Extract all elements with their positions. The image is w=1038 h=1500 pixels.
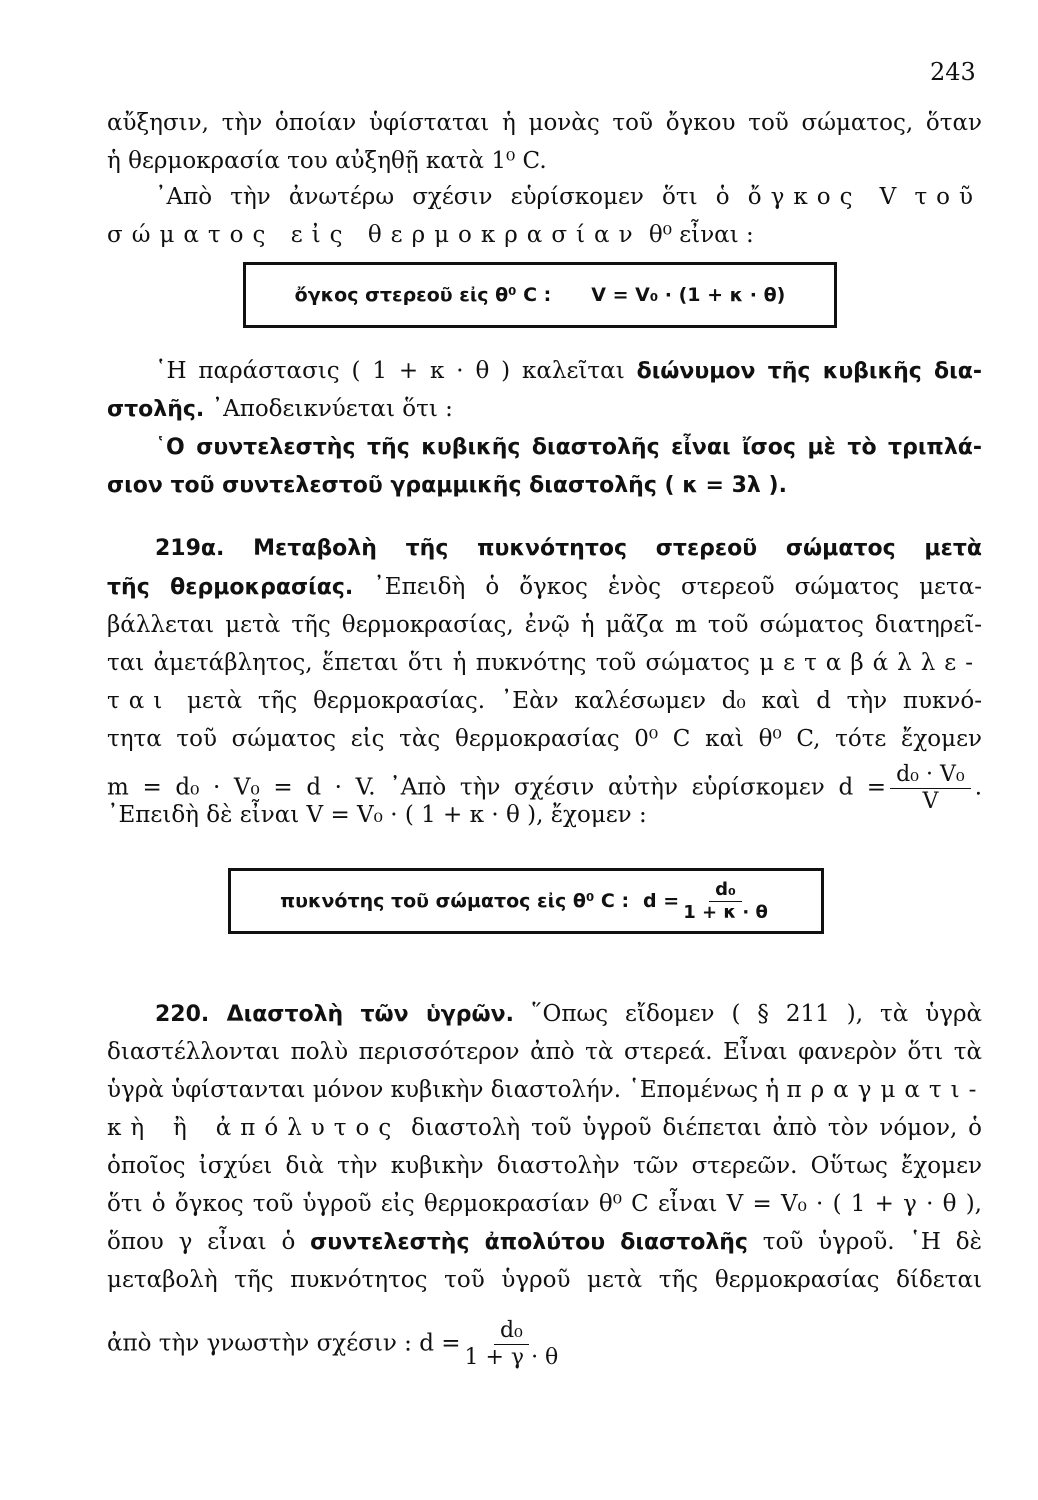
fraction-denominator: 1 + γ · θ <box>464 1345 559 1370</box>
spaced-emphasis-text: κὴ ἢ ἀπόλυτος <box>107 1115 401 1141</box>
text-line <box>107 182 982 212</box>
text-segment: τητα τοῦ σώματος εἰς τὰς θερμοκρασίας 0⁰ C καὶ θ⁰ C, τότε ἔχομεν <box>107 726 982 752</box>
text-segment: αὔξησιν, τὴν ὁποίαν ὑφίσταται ἡ μονὰς τοῦ ὄγκου τοῦ σώματος, ὅταν <box>107 110 982 136</box>
text-segment: ᾿Απὸ τὴν ἀνωτέρω σχέσιν εὑρίσκομεν ὅτι ὁ <box>155 184 748 210</box>
text-segment: ἡ θερμοκρασία του αὐξηθῇ κατὰ 1⁰ C. <box>107 148 547 174</box>
bold-text: σιον τοῦ συντελεστοῦ γραμμικῆς διαστολῆς ( κ = 3λ ). <box>107 473 787 498</box>
text-line <box>107 686 982 716</box>
bold-text: συντελεστὴς ἀπολύτου διαστολῆς <box>310 1230 748 1255</box>
formula-label: ὄγκος στερεοῦ εἰς θ⁰ C : <box>294 284 552 306</box>
text-line <box>107 220 982 250</box>
spaced-emphasis-text: μεταβάλλε- <box>759 650 982 676</box>
text-segment: ἀπὸ τὴν γνωστὴν σχέσιν : d = <box>107 1330 461 1357</box>
formula-box-solid-volume <box>243 262 837 328</box>
bold-text: 220. Διαστολὴ τῶν ὑγρῶν. <box>155 1002 515 1027</box>
text-segment: τοῦ ὑγροῦ. ῾Η δὲ <box>747 1229 982 1255</box>
spaced-emphasis-text: ὄγκος <box>747 184 862 210</box>
fraction <box>465 1318 559 1371</box>
formula-expression: V = V₀ · (1 + κ · θ) <box>591 284 786 306</box>
text-segment: ῾Η παράστασις ( 1 + κ · θ ) καλεῖται <box>155 358 637 384</box>
text-segment: διαστολὴ τοῦ ὑγροῦ διέπεται ἀπὸ τὸν νόμον, ὁ <box>400 1115 982 1141</box>
text-line <box>107 724 982 754</box>
text-segment: ται ἀμετάβλητος, ἕπεται ὅτι ἡ πυκνότης τοῦ σώματος <box>107 650 760 676</box>
text-segment: . <box>974 774 982 801</box>
text-line <box>107 108 982 138</box>
spaced-emphasis-text: σώματος εἰς θερμοκρασίαν <box>107 222 642 248</box>
text-line <box>107 1151 982 1181</box>
bold-text: τῆς θερμοκρασίας. <box>107 575 354 600</box>
text-segment: ῞Οπως εἴδομεν ( § 211 ), τὰ ὑγρὰ <box>514 1001 983 1027</box>
text-line <box>107 1037 982 1067</box>
text-line <box>107 800 982 830</box>
text-line <box>107 648 982 678</box>
text-segment: ὅτι ὁ ὄγκος τοῦ ὑγροῦ εἰς θερμοκρασίαν θ⁰ C εἶναι V = V₀ · ( 1 + γ · θ ), <box>107 1191 982 1217</box>
text-line <box>107 470 982 501</box>
fraction-numerator: d₀ <box>709 879 742 902</box>
text-line <box>107 1113 982 1143</box>
text-segment: ᾿Αποδεικνύεται ὅτι : <box>204 396 453 422</box>
text-segment: V <box>861 184 915 210</box>
text-segment: ὅπου γ εἶναι ὁ <box>107 1229 311 1255</box>
text-line <box>107 432 982 463</box>
text-line <box>107 1265 982 1295</box>
text-line <box>107 572 982 603</box>
text-line <box>107 610 982 640</box>
text-segment: ᾿Επειδὴ ὁ ὄγκος ἑνὸς στερεοῦ σώματος μετα- <box>353 574 983 600</box>
bold-text: 219α. Μεταβολὴ τῆς πυκνότητος στερεοῦ σώματος μετὰ <box>155 536 982 561</box>
text-segment: m = d₀ · V₀ = d · V. ᾿Απὸ τὴν σχέσιν αὐτὴν εὑρίσκομεν d = <box>107 774 887 801</box>
text-line <box>107 1227 982 1258</box>
spaced-emphasis-text: ται <box>107 688 172 714</box>
text-segment: διαστέλλονται πολὺ περισσότερον ἀπὸ τὰ στερεά. Εἶναι φανερὸν ὅτι τὰ <box>107 1039 982 1065</box>
spaced-emphasis-text: τοῦ <box>914 184 982 210</box>
fraction-denominator: V <box>922 789 939 814</box>
text-segment: ὁποῖος ἰσχύει διὰ τὴν κυβικὴν διαστολὴν τῶν στερεῶν. Οὕτως ἔχομεν <box>107 1153 982 1179</box>
text-segment: ᾿Επειδὴ δὲ εἶναι V = V₀ · ( 1 + κ · θ ), ἔχομεν : <box>107 802 647 828</box>
text-segment: βάλλεται μετὰ τῆς θερμοκρασίας, ἐνῷ ἡ μᾶζα m τοῦ σώματος διατηρεῖ- <box>107 612 982 638</box>
text-segment: μετὰ τῆς θερμοκρασίας. ᾿Εὰν καλέσωμεν d₀ καὶ d τὴν πυκνό- <box>171 688 982 714</box>
text-line <box>107 533 982 564</box>
formula-label: πυκνότης τοῦ σώματος εἰς θ⁰ C : <box>280 890 630 912</box>
spaced-emphasis-text: πραγματι- <box>786 1077 986 1103</box>
text-line <box>107 394 982 425</box>
text-segment: θ⁰ εἶναι : <box>641 222 754 248</box>
fraction-numerator: d₀ <box>494 1318 529 1345</box>
text-line <box>107 1189 982 1219</box>
bold-text: ῾Ο συντελεστὴς τῆς κυβικῆς διαστολῆς εἶναι ἴσος μὲ τὸ τριπλά- <box>155 435 982 460</box>
fraction <box>683 879 768 924</box>
text-line <box>107 356 982 387</box>
formula-box-density <box>228 868 824 934</box>
text-segment: μεταβολὴ τῆς πυκνότητος τοῦ ὑγροῦ μετὰ τῆς θερμοκρασίας δίδεται <box>107 1267 982 1293</box>
bold-text: διώνυμον τῆς κυβικῆς δια- <box>636 359 982 384</box>
text-segment: ὑγρὰ ὑφίστανται μόνον κυβικὴν διαστολήν. ῾Επομένως ἡ <box>107 1077 787 1103</box>
text-line <box>107 999 982 1030</box>
page-number: 243 <box>930 58 976 86</box>
fraction-denominator: 1 + κ · θ <box>683 901 768 923</box>
text-line <box>107 146 982 176</box>
text-line <box>107 1075 986 1105</box>
fraction-numerator: d₀ · V₀ <box>890 762 971 789</box>
text-line <box>107 1318 982 1371</box>
formula-lhs: d = <box>643 890 680 912</box>
bold-text: στολῆς. <box>107 397 205 422</box>
